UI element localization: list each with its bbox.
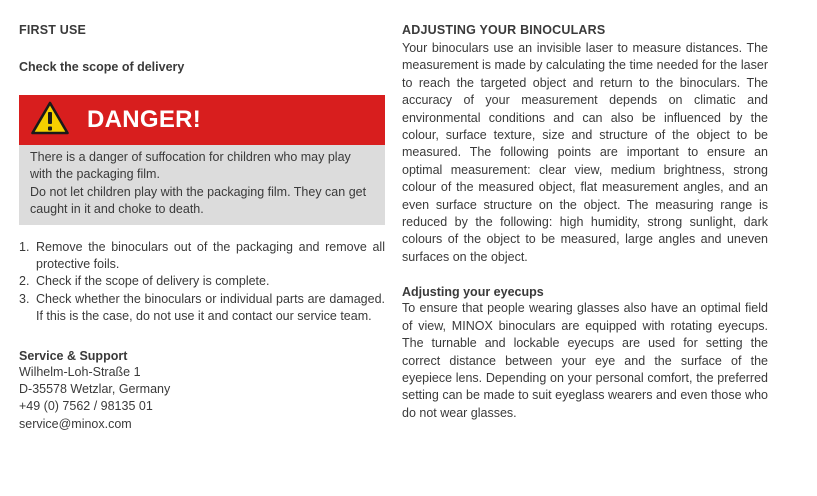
address-street: Wilhelm-Loh-Straße 1 [19, 364, 141, 379]
left-column [19, 22, 385, 433]
warning-triangle-icon [31, 101, 69, 140]
right-column [402, 22, 768, 422]
danger-paragraph: Do not let children play with the packaging film. They can get caught in it and choke to death. [30, 184, 367, 217]
danger-body [19, 145, 385, 225]
step-text: Check whether the binoculars or individual parts are damaged. If this is the case, do not use it and contact our service team. [36, 291, 385, 324]
danger-box [19, 95, 385, 225]
danger-title: DANGER! [87, 106, 202, 133]
phone-number: +49 (0) 7562 / 98135 01 [19, 399, 153, 414]
danger-header [19, 95, 385, 145]
steps-list [19, 239, 385, 326]
section-title-adjusting: ADJUSTING YOUR BINOCULARS [402, 23, 606, 37]
address-city: D-35578 Wetzlar, Germany [19, 382, 171, 397]
step-number: 1. [19, 239, 30, 254]
email-address: service@minox.com [19, 416, 132, 431]
eyecups-heading: Adjusting your eyecups [402, 285, 544, 300]
step-text: Remove the binoculars out of the packaging and remove all protective foils. [36, 239, 385, 272]
step-number: 2. [19, 274, 30, 289]
service-block [19, 348, 385, 434]
service-heading: Service & Support [19, 348, 128, 363]
eyecups-paragraph: To ensure that people wearing glasses also have an optimal field of view, MINOX binoculars are equipped with rotating eyecups. The turnable and lockable eyecups are used for setting the correct distance between your eye and the surface of the eyepiece lens. Depending on your personal comfort, the preferred setting can be made to suit eyeglass wearers and even those who do not wear glasses. [402, 301, 768, 420]
section-title-first-use: FIRST USE [19, 23, 87, 37]
intro-paragraph: Your binoculars use an invisible laser to measure distances. The measurement is made by calculating the time needed for the laser to reach the targeted object and return to the binoculars. The accuracy of your measurement depends on climatic and environmental conditions and can also be influenced by the colour, surface texture, size and structure of the object to be measured. The following points are important to ensure an optimal measurement: clear view, medium brightness, strong colour of the measured object, flat measurement angles, and an even surface structure on the object. The measuring range is reduced by the following: high humidity, strong sunlight, dark colours of the object to be measured, large angles and uneven surfaces on the object. [402, 41, 768, 264]
danger-paragraph: There is a danger of suffocation for children who may play with the packaging film. [30, 150, 351, 182]
step-text: Check if the scope of delivery is complete. [36, 274, 270, 289]
scope-heading: Check the scope of delivery [19, 60, 185, 74]
list-item [19, 273, 385, 290]
list-item [19, 239, 385, 274]
step-number: 3. [19, 291, 30, 306]
list-item [19, 291, 385, 326]
